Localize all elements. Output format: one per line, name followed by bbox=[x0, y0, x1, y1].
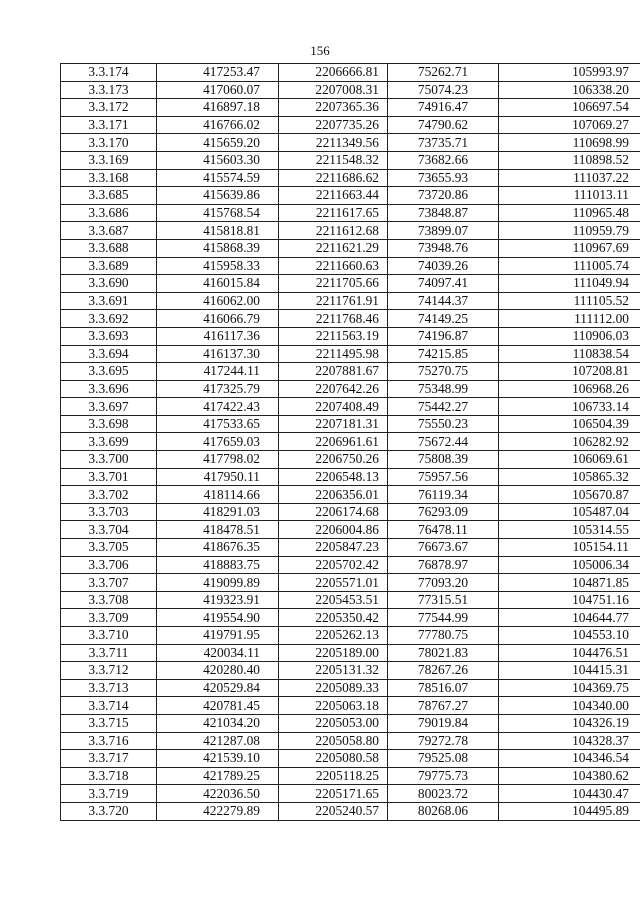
a-value-cell: 74097.41 bbox=[388, 275, 499, 293]
b-value-cell: 105154.11 bbox=[499, 539, 640, 557]
a-value-cell: 75442.27 bbox=[388, 398, 499, 416]
b-value-cell: 105314.55 bbox=[499, 521, 640, 539]
y-coordinate-cell: 2207881.67 bbox=[279, 363, 388, 381]
y-coordinate-cell: 2205053.00 bbox=[279, 714, 388, 732]
a-value-cell: 78267.26 bbox=[388, 662, 499, 680]
x-coordinate-cell: 418478.51 bbox=[157, 521, 279, 539]
y-coordinate-cell: 2211617.65 bbox=[279, 204, 388, 222]
point-id-cell: 3.3.699 bbox=[61, 433, 157, 451]
a-value-cell: 75672.44 bbox=[388, 433, 499, 451]
b-value-cell: 105487.04 bbox=[499, 503, 640, 521]
a-value-cell: 75270.75 bbox=[388, 363, 499, 381]
x-coordinate-cell: 419791.95 bbox=[157, 627, 279, 645]
b-value-cell: 104380.62 bbox=[499, 767, 640, 785]
y-coordinate-cell: 2211761.91 bbox=[279, 292, 388, 310]
b-value-cell: 105670.87 bbox=[499, 486, 640, 504]
point-id-cell: 3.3.172 bbox=[61, 99, 157, 117]
table-row bbox=[61, 151, 640, 169]
a-value-cell: 79525.08 bbox=[388, 750, 499, 768]
point-id-cell: 3.3.718 bbox=[61, 767, 157, 785]
point-id-cell: 3.3.174 bbox=[61, 64, 157, 82]
x-coordinate-cell: 417060.07 bbox=[157, 81, 279, 99]
b-value-cell: 106338.20 bbox=[499, 81, 640, 99]
point-id-cell: 3.3.700 bbox=[61, 451, 157, 469]
table-row bbox=[61, 363, 640, 381]
y-coordinate-cell: 2211548.32 bbox=[279, 151, 388, 169]
y-coordinate-cell: 2211768.46 bbox=[279, 310, 388, 328]
b-value-cell: 104495.89 bbox=[499, 802, 640, 820]
x-coordinate-cell: 420529.84 bbox=[157, 679, 279, 697]
a-value-cell: 77093.20 bbox=[388, 574, 499, 592]
y-coordinate-cell: 2205080.58 bbox=[279, 750, 388, 768]
a-value-cell: 79775.73 bbox=[388, 767, 499, 785]
b-value-cell: 110965.48 bbox=[499, 204, 640, 222]
point-id-cell: 3.3.692 bbox=[61, 310, 157, 328]
point-id-cell: 3.3.687 bbox=[61, 222, 157, 240]
x-coordinate-cell: 417798.02 bbox=[157, 451, 279, 469]
y-coordinate-cell: 2211495.98 bbox=[279, 345, 388, 363]
point-id-cell: 3.3.708 bbox=[61, 591, 157, 609]
table-row bbox=[61, 503, 640, 521]
a-value-cell: 79272.78 bbox=[388, 732, 499, 750]
table-row bbox=[61, 292, 640, 310]
y-coordinate-cell: 2207735.26 bbox=[279, 116, 388, 134]
b-value-cell: 105993.97 bbox=[499, 64, 640, 82]
point-id-cell: 3.3.170 bbox=[61, 134, 157, 152]
a-value-cell: 75550.23 bbox=[388, 415, 499, 433]
y-coordinate-cell: 2207642.26 bbox=[279, 380, 388, 398]
a-value-cell: 74196.87 bbox=[388, 327, 499, 345]
a-value-cell: 76293.09 bbox=[388, 503, 499, 521]
x-coordinate-cell: 416062.00 bbox=[157, 292, 279, 310]
table-row bbox=[61, 222, 640, 240]
a-value-cell: 73899.07 bbox=[388, 222, 499, 240]
point-id-cell: 3.3.709 bbox=[61, 609, 157, 627]
y-coordinate-cell: 2211663.44 bbox=[279, 187, 388, 205]
table-row bbox=[61, 310, 640, 328]
y-coordinate-cell: 2211660.63 bbox=[279, 257, 388, 275]
a-value-cell: 77544.99 bbox=[388, 609, 499, 627]
table-row bbox=[61, 802, 640, 820]
point-id-cell: 3.3.686 bbox=[61, 204, 157, 222]
y-coordinate-cell: 2211563.19 bbox=[279, 327, 388, 345]
point-id-cell: 3.3.719 bbox=[61, 785, 157, 803]
a-value-cell: 74144.37 bbox=[388, 292, 499, 310]
a-value-cell: 80023.72 bbox=[388, 785, 499, 803]
x-coordinate-cell: 418291.03 bbox=[157, 503, 279, 521]
b-value-cell: 107208.81 bbox=[499, 363, 640, 381]
b-value-cell: 105865.32 bbox=[499, 468, 640, 486]
table-row bbox=[61, 574, 640, 592]
b-value-cell: 110898.52 bbox=[499, 151, 640, 169]
table-row bbox=[61, 785, 640, 803]
a-value-cell: 73735.71 bbox=[388, 134, 499, 152]
y-coordinate-cell: 2207365.36 bbox=[279, 99, 388, 117]
point-id-cell: 3.3.713 bbox=[61, 679, 157, 697]
b-value-cell: 110959.79 bbox=[499, 222, 640, 240]
y-coordinate-cell: 2206750.26 bbox=[279, 451, 388, 469]
x-coordinate-cell: 417325.79 bbox=[157, 380, 279, 398]
x-coordinate-cell: 416766.02 bbox=[157, 116, 279, 134]
table-row bbox=[61, 679, 640, 697]
table-row bbox=[61, 239, 640, 257]
x-coordinate-cell: 422279.89 bbox=[157, 802, 279, 820]
y-coordinate-cell: 2206666.81 bbox=[279, 64, 388, 82]
a-value-cell: 73655.93 bbox=[388, 169, 499, 187]
y-coordinate-cell: 2207408.49 bbox=[279, 398, 388, 416]
a-value-cell: 74916.47 bbox=[388, 99, 499, 117]
y-coordinate-cell: 2206548.13 bbox=[279, 468, 388, 486]
table-row bbox=[61, 644, 640, 662]
table-row bbox=[61, 116, 640, 134]
table-row bbox=[61, 714, 640, 732]
x-coordinate-cell: 420034.11 bbox=[157, 644, 279, 662]
b-value-cell: 104476.51 bbox=[499, 644, 640, 662]
table-row bbox=[61, 64, 640, 82]
point-id-cell: 3.3.705 bbox=[61, 539, 157, 557]
point-id-cell: 3.3.715 bbox=[61, 714, 157, 732]
x-coordinate-cell: 416897.18 bbox=[157, 99, 279, 117]
point-id-cell: 3.3.711 bbox=[61, 644, 157, 662]
y-coordinate-cell: 2205171.65 bbox=[279, 785, 388, 803]
table-row bbox=[61, 187, 640, 205]
point-id-cell: 3.3.693 bbox=[61, 327, 157, 345]
table-row bbox=[61, 609, 640, 627]
table-row bbox=[61, 327, 640, 345]
y-coordinate-cell: 2211705.66 bbox=[279, 275, 388, 293]
x-coordinate-cell: 415659.20 bbox=[157, 134, 279, 152]
b-value-cell: 110838.54 bbox=[499, 345, 640, 363]
x-coordinate-cell: 419554.90 bbox=[157, 609, 279, 627]
point-id-cell: 3.3.691 bbox=[61, 292, 157, 310]
b-value-cell: 104644.77 bbox=[499, 609, 640, 627]
a-value-cell: 75262.71 bbox=[388, 64, 499, 82]
y-coordinate-cell: 2206004.86 bbox=[279, 521, 388, 539]
a-value-cell: 74039.26 bbox=[388, 257, 499, 275]
table-row bbox=[61, 732, 640, 750]
y-coordinate-cell: 2205453.51 bbox=[279, 591, 388, 609]
a-value-cell: 74215.85 bbox=[388, 345, 499, 363]
x-coordinate-cell: 418883.75 bbox=[157, 556, 279, 574]
x-coordinate-cell: 418676.35 bbox=[157, 539, 279, 557]
b-value-cell: 111005.74 bbox=[499, 257, 640, 275]
y-coordinate-cell: 2205131.32 bbox=[279, 662, 388, 680]
y-coordinate-cell: 2205240.57 bbox=[279, 802, 388, 820]
y-coordinate-cell: 2205058.80 bbox=[279, 732, 388, 750]
b-value-cell: 111013.11 bbox=[499, 187, 640, 205]
x-coordinate-cell: 417533.65 bbox=[157, 415, 279, 433]
x-coordinate-cell: 415639.86 bbox=[157, 187, 279, 205]
point-id-cell: 3.3.702 bbox=[61, 486, 157, 504]
b-value-cell: 104346.54 bbox=[499, 750, 640, 768]
y-coordinate-cell: 2205189.00 bbox=[279, 644, 388, 662]
table-row bbox=[61, 521, 640, 539]
x-coordinate-cell: 415768.54 bbox=[157, 204, 279, 222]
x-coordinate-cell: 419099.89 bbox=[157, 574, 279, 592]
table-row bbox=[61, 556, 640, 574]
b-value-cell: 106504.39 bbox=[499, 415, 640, 433]
b-value-cell: 110967.69 bbox=[499, 239, 640, 257]
point-id-cell: 3.3.720 bbox=[61, 802, 157, 820]
x-coordinate-cell: 418114.66 bbox=[157, 486, 279, 504]
x-coordinate-cell: 417253.47 bbox=[157, 64, 279, 82]
a-value-cell: 78767.27 bbox=[388, 697, 499, 715]
a-value-cell: 78516.07 bbox=[388, 679, 499, 697]
x-coordinate-cell: 417950.11 bbox=[157, 468, 279, 486]
b-value-cell: 104415.31 bbox=[499, 662, 640, 680]
point-id-cell: 3.3.714 bbox=[61, 697, 157, 715]
a-value-cell: 74149.25 bbox=[388, 310, 499, 328]
point-id-cell: 3.3.717 bbox=[61, 750, 157, 768]
table-row bbox=[61, 767, 640, 785]
point-id-cell: 3.3.696 bbox=[61, 380, 157, 398]
x-coordinate-cell: 416137.30 bbox=[157, 345, 279, 363]
point-id-cell: 3.3.171 bbox=[61, 116, 157, 134]
table-row bbox=[61, 451, 640, 469]
point-id-cell: 3.3.173 bbox=[61, 81, 157, 99]
x-coordinate-cell: 422036.50 bbox=[157, 785, 279, 803]
table-row bbox=[61, 204, 640, 222]
x-coordinate-cell: 415574.59 bbox=[157, 169, 279, 187]
x-coordinate-cell: 415818.81 bbox=[157, 222, 279, 240]
x-coordinate-cell: 415603.30 bbox=[157, 151, 279, 169]
y-coordinate-cell: 2205350.42 bbox=[279, 609, 388, 627]
table-row bbox=[61, 380, 640, 398]
point-id-cell: 3.3.690 bbox=[61, 275, 157, 293]
a-value-cell: 77780.75 bbox=[388, 627, 499, 645]
b-value-cell: 105006.34 bbox=[499, 556, 640, 574]
x-coordinate-cell: 416015.84 bbox=[157, 275, 279, 293]
b-value-cell: 104326.19 bbox=[499, 714, 640, 732]
b-value-cell: 104751.16 bbox=[499, 591, 640, 609]
y-coordinate-cell: 2205571.01 bbox=[279, 574, 388, 592]
y-coordinate-cell: 2205262.13 bbox=[279, 627, 388, 645]
a-value-cell: 76478.11 bbox=[388, 521, 499, 539]
point-id-cell: 3.3.168 bbox=[61, 169, 157, 187]
b-value-cell: 106282.92 bbox=[499, 433, 640, 451]
x-coordinate-cell: 421789.25 bbox=[157, 767, 279, 785]
x-coordinate-cell: 419323.91 bbox=[157, 591, 279, 609]
a-value-cell: 76673.67 bbox=[388, 539, 499, 557]
a-value-cell: 79019.84 bbox=[388, 714, 499, 732]
y-coordinate-cell: 2205063.18 bbox=[279, 697, 388, 715]
y-coordinate-cell: 2205847.23 bbox=[279, 539, 388, 557]
b-value-cell: 104340.00 bbox=[499, 697, 640, 715]
b-value-cell: 104553.10 bbox=[499, 627, 640, 645]
a-value-cell: 76878.97 bbox=[388, 556, 499, 574]
b-value-cell: 111049.94 bbox=[499, 275, 640, 293]
table-row bbox=[61, 627, 640, 645]
table-row bbox=[61, 697, 640, 715]
y-coordinate-cell: 2206356.01 bbox=[279, 486, 388, 504]
table-row bbox=[61, 99, 640, 117]
x-coordinate-cell: 415958.33 bbox=[157, 257, 279, 275]
table-row bbox=[61, 257, 640, 275]
page-number: 156 bbox=[310, 43, 330, 58]
table-row bbox=[61, 134, 640, 152]
table-row bbox=[61, 415, 640, 433]
table-row bbox=[61, 468, 640, 486]
b-value-cell: 111037.22 bbox=[499, 169, 640, 187]
x-coordinate-cell: 417659.03 bbox=[157, 433, 279, 451]
a-value-cell: 73682.66 bbox=[388, 151, 499, 169]
table-row bbox=[61, 486, 640, 504]
point-id-cell: 3.3.169 bbox=[61, 151, 157, 169]
x-coordinate-cell: 420781.45 bbox=[157, 697, 279, 715]
a-value-cell: 73720.86 bbox=[388, 187, 499, 205]
y-coordinate-cell: 2207181.31 bbox=[279, 415, 388, 433]
b-value-cell: 107069.27 bbox=[499, 116, 640, 134]
b-value-cell: 106733.14 bbox=[499, 398, 640, 416]
a-value-cell: 73948.76 bbox=[388, 239, 499, 257]
y-coordinate-cell: 2205089.33 bbox=[279, 679, 388, 697]
point-id-cell: 3.3.706 bbox=[61, 556, 157, 574]
b-value-cell: 104328.37 bbox=[499, 732, 640, 750]
x-coordinate-cell: 416117.36 bbox=[157, 327, 279, 345]
y-coordinate-cell: 2211621.29 bbox=[279, 239, 388, 257]
a-value-cell: 75957.56 bbox=[388, 468, 499, 486]
table-row bbox=[61, 398, 640, 416]
point-id-cell: 3.3.694 bbox=[61, 345, 157, 363]
b-value-cell: 104369.75 bbox=[499, 679, 640, 697]
point-id-cell: 3.3.716 bbox=[61, 732, 157, 750]
a-value-cell: 74790.62 bbox=[388, 116, 499, 134]
point-id-cell: 3.3.701 bbox=[61, 468, 157, 486]
a-value-cell: 78021.83 bbox=[388, 644, 499, 662]
table-row bbox=[61, 169, 640, 187]
table-row bbox=[61, 345, 640, 363]
a-value-cell: 77315.51 bbox=[388, 591, 499, 609]
point-id-cell: 3.3.707 bbox=[61, 574, 157, 592]
x-coordinate-cell: 421539.10 bbox=[157, 750, 279, 768]
x-coordinate-cell: 417422.43 bbox=[157, 398, 279, 416]
b-value-cell: 110906.03 bbox=[499, 327, 640, 345]
table-row bbox=[61, 275, 640, 293]
b-value-cell: 110698.99 bbox=[499, 134, 640, 152]
table-row bbox=[61, 81, 640, 99]
b-value-cell: 111112.00 bbox=[499, 310, 640, 328]
point-id-cell: 3.3.697 bbox=[61, 398, 157, 416]
y-coordinate-cell: 2206961.61 bbox=[279, 433, 388, 451]
point-id-cell: 3.3.688 bbox=[61, 239, 157, 257]
point-id-cell: 3.3.704 bbox=[61, 521, 157, 539]
coordinates-table bbox=[60, 63, 640, 821]
a-value-cell: 75074.23 bbox=[388, 81, 499, 99]
point-id-cell: 3.3.703 bbox=[61, 503, 157, 521]
x-coordinate-cell: 421034.20 bbox=[157, 714, 279, 732]
x-coordinate-cell: 420280.40 bbox=[157, 662, 279, 680]
x-coordinate-cell: 415868.39 bbox=[157, 239, 279, 257]
table-row bbox=[61, 539, 640, 557]
b-value-cell: 111105.52 bbox=[499, 292, 640, 310]
b-value-cell: 106697.54 bbox=[499, 99, 640, 117]
a-value-cell: 75808.39 bbox=[388, 451, 499, 469]
point-id-cell: 3.3.710 bbox=[61, 627, 157, 645]
y-coordinate-cell: 2206174.68 bbox=[279, 503, 388, 521]
y-coordinate-cell: 2211612.68 bbox=[279, 222, 388, 240]
point-id-cell: 3.3.695 bbox=[61, 363, 157, 381]
y-coordinate-cell: 2205118.25 bbox=[279, 767, 388, 785]
y-coordinate-cell: 2205702.42 bbox=[279, 556, 388, 574]
point-id-cell: 3.3.685 bbox=[61, 187, 157, 205]
y-coordinate-cell: 2211349.56 bbox=[279, 134, 388, 152]
a-value-cell: 75348.99 bbox=[388, 380, 499, 398]
point-id-cell: 3.3.712 bbox=[61, 662, 157, 680]
table-row bbox=[61, 433, 640, 451]
a-value-cell: 73848.87 bbox=[388, 204, 499, 222]
point-id-cell: 3.3.689 bbox=[61, 257, 157, 275]
x-coordinate-cell: 417244.11 bbox=[157, 363, 279, 381]
y-coordinate-cell: 2207008.31 bbox=[279, 81, 388, 99]
a-value-cell: 80268.06 bbox=[388, 802, 499, 820]
b-value-cell: 104871.85 bbox=[499, 574, 640, 592]
b-value-cell: 106968.26 bbox=[499, 380, 640, 398]
y-coordinate-cell: 2211686.62 bbox=[279, 169, 388, 187]
b-value-cell: 106069.61 bbox=[499, 451, 640, 469]
a-value-cell: 76119.34 bbox=[388, 486, 499, 504]
x-coordinate-cell: 416066.79 bbox=[157, 310, 279, 328]
coordinates-table-body bbox=[61, 64, 640, 821]
b-value-cell: 104430.47 bbox=[499, 785, 640, 803]
x-coordinate-cell: 421287.08 bbox=[157, 732, 279, 750]
table-row bbox=[61, 591, 640, 609]
point-id-cell: 3.3.698 bbox=[61, 415, 157, 433]
table-row bbox=[61, 662, 640, 680]
table-row bbox=[61, 750, 640, 768]
